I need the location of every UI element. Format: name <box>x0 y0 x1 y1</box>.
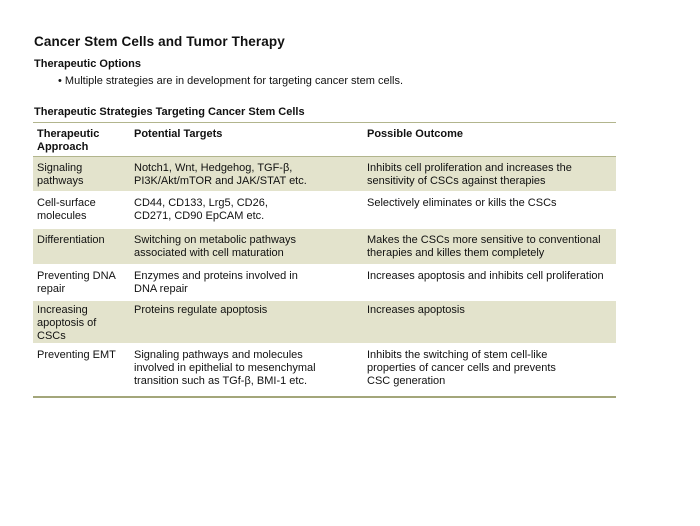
outcome-cell <box>363 304 616 343</box>
cell-line: Cell-surface <box>37 197 96 209</box>
targets-cell <box>130 234 363 264</box>
cell-line: Inhibits the switching of stem cell-like <box>367 349 548 361</box>
outcome-cell <box>363 197 616 228</box>
cell-line: Differentiation <box>37 234 105 246</box>
cell-line: Inhibits cell proliferation and increases the <box>367 162 572 174</box>
strategies-table <box>33 122 616 398</box>
header-possible-outcome <box>363 128 616 156</box>
table-row <box>33 301 616 344</box>
targets-cell <box>130 270 363 300</box>
header-line: Approach <box>37 141 89 153</box>
cell-line: repair <box>37 283 66 295</box>
cell-line: Increases apoptosis and inhibits cell proliferation <box>367 270 604 282</box>
cell-line: CSCs <box>37 330 66 342</box>
header-line: Potential Targets <box>134 128 223 140</box>
table-row <box>33 157 616 192</box>
cell-line: Preventing DNA <box>37 270 116 282</box>
cell-line: Increasing <box>37 304 88 316</box>
cell-line: Notch1, Wnt, Hedgehog, TGF-β, <box>134 162 293 174</box>
table-row <box>33 344 616 396</box>
page-title: Cancer Stem Cells and Tumor Therapy <box>34 34 285 49</box>
approach-cell <box>33 234 130 264</box>
cell-line: PI3K/Akt/mTOR and JAK/STAT etc. <box>134 175 307 187</box>
cell-line: apoptosis of <box>37 317 97 329</box>
table-row <box>33 229 616 265</box>
cell-line: Switching on metabolic pathways <box>134 234 297 246</box>
table-row <box>33 192 616 229</box>
cell-line: CSC generation <box>367 375 446 387</box>
cell-line: Proteins regulate apoptosis <box>134 304 268 316</box>
cell-line: transition such as TGf-β, BMI-1 etc. <box>134 375 308 387</box>
cell-line: Preventing EMT <box>37 349 116 361</box>
cell-line: CD271, CD90 EpCAM etc. <box>134 210 265 222</box>
outcome-cell <box>363 270 616 300</box>
cell-line: Selectively eliminates or kills the CSCs <box>367 197 557 209</box>
cell-line: molecules <box>37 210 87 222</box>
targets-cell <box>130 349 363 395</box>
cell-line: Enzymes and proteins involved in <box>134 270 298 282</box>
table-header-row <box>33 123 616 157</box>
outcome-cell <box>363 162 616 191</box>
approach-cell <box>33 197 130 228</box>
cell-line: sensitivity of CSCs against therapies <box>367 175 546 187</box>
approach-cell <box>33 162 130 191</box>
cell-line: Signaling <box>37 162 83 174</box>
cell-line: properties of cancer cells and prevents <box>367 362 556 374</box>
table-row <box>33 265 616 301</box>
section-heading: Therapeutic Options <box>34 58 141 70</box>
bullet-text: • Multiple strategies are in development for targeting cancer stem cells. <box>58 75 404 87</box>
approach-cell <box>33 349 130 395</box>
cell-line: associated with cell maturation <box>134 247 284 259</box>
targets-cell <box>130 304 363 343</box>
targets-cell <box>130 197 363 228</box>
cell-line: involved in epithelial to mesenchymal <box>134 362 316 374</box>
approach-cell <box>33 270 130 300</box>
cell-line: CD44, CD133, Lrg5, CD26, <box>134 197 268 209</box>
cell-line: Makes the CSCs more sensitive to conventional <box>367 234 601 246</box>
targets-cell <box>130 162 363 191</box>
cell-line: pathways <box>37 175 84 187</box>
header-line: Possible Outcome <box>367 128 463 140</box>
cell-line: Increases apoptosis <box>367 304 465 316</box>
outcome-cell <box>363 349 616 395</box>
approach-cell <box>33 304 130 343</box>
cell-line: Signaling pathways and molecules <box>134 349 303 361</box>
cell-line: therapies and killes them completely <box>367 247 545 259</box>
header-therapeutic-approach <box>33 128 130 156</box>
table-caption: Therapeutic Strategies Targeting Cancer Stem Cells <box>34 106 305 118</box>
header-potential-targets <box>130 128 363 156</box>
outcome-cell <box>363 234 616 264</box>
header-line: Therapeutic <box>37 128 100 140</box>
cell-line: DNA repair <box>134 283 188 295</box>
